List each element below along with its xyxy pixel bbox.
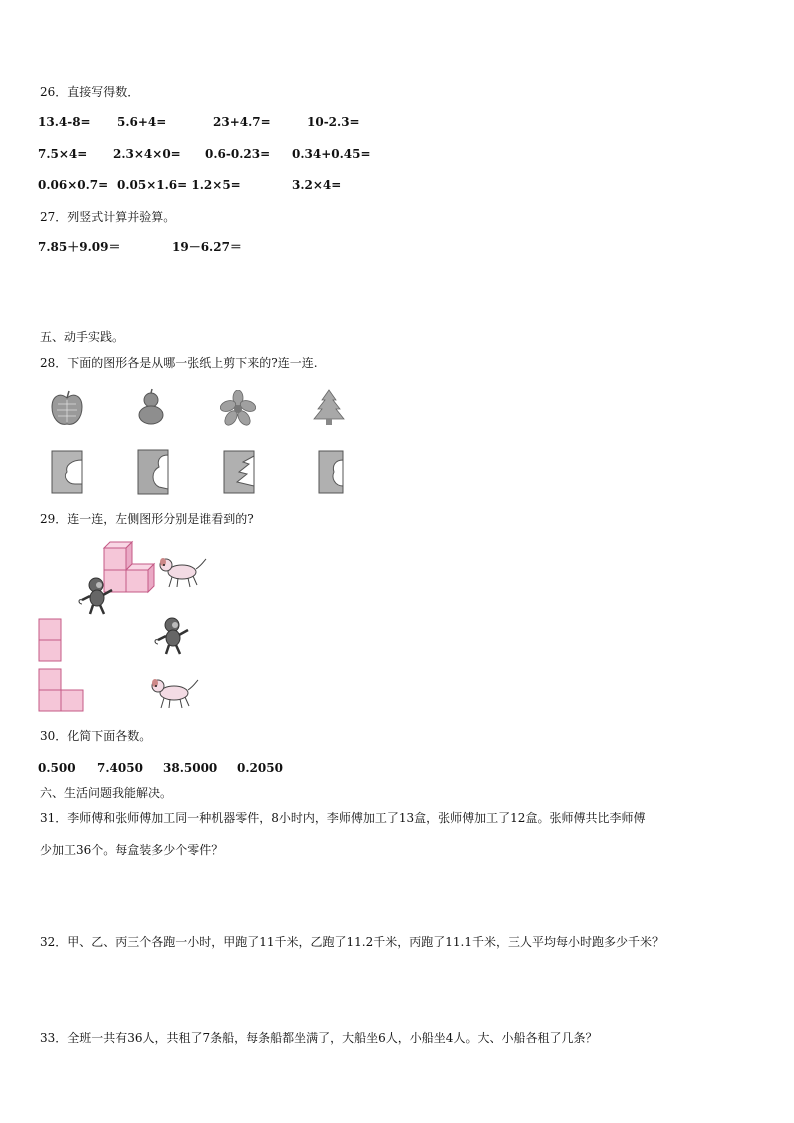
- q27-title: 27．列竖式计算并验算。: [40, 210, 176, 224]
- gourd-shape-icon: [136, 388, 166, 426]
- q31-line1: 31．李师傅和张师傅加工同一种机器零件，8小时内，李师傅加工了13盒，张师傅加工了12盒。张师傅共比李师傅: [40, 811, 646, 825]
- q28-title: 28．下面的图形各是从哪一张纸上剪下来的?连一连.: [40, 356, 318, 370]
- q30-number-4: 0.2050: [237, 761, 283, 775]
- q30-number-3: 38.5000: [163, 761, 218, 775]
- q33-text: 33．全班一共有36人，共租了7条船，每条船都坐满了，大船坐6人，小船坐4人。大、小船各租了几条？: [40, 1031, 598, 1045]
- view-two-squares-icon: [38, 618, 62, 662]
- q26-r1-c3: 23+4.7=: [213, 115, 271, 129]
- q32-text: 32．甲、乙、丙三个各跑一小时，甲跑了11千米，乙跑了11.2千米，丙跑了11.1千米，三人平均每小时跑多少千米？: [40, 935, 664, 949]
- q31-line2: 少加工36个。每盒装多少个零件？: [40, 843, 224, 857]
- q27-item-1: 7.85＋9.09＝: [38, 240, 121, 254]
- dog-icon: [150, 676, 200, 710]
- view-l-shape-icon: [38, 668, 84, 712]
- q26-r1-c4: 10-2.3=: [307, 115, 360, 129]
- q26-title: 26．直接写得数．: [40, 85, 140, 99]
- q30-number-1: 0.500: [38, 761, 76, 775]
- q30-number-2: 7.4050: [97, 761, 143, 775]
- dog-icon: [158, 555, 208, 589]
- q26-r1-c1: 13.4-8=: [38, 115, 91, 129]
- flower-shape-icon: [220, 390, 256, 426]
- paper-apple-cutout-icon: [318, 450, 344, 494]
- q27-item-2: 19－6.27＝: [172, 240, 242, 254]
- q26-r3-c2: 0.05×1.6= 1.2×5=: [117, 178, 241, 192]
- paper-gourd-cutout-icon: [137, 449, 169, 495]
- q29-title: 29．连一连，左侧图形分别是谁看到的?: [40, 512, 254, 526]
- paper-tree-cutout-icon: [223, 450, 255, 494]
- monkey-icon: [76, 576, 116, 616]
- paper-leaf-cutout-icon: [51, 450, 83, 494]
- section6-title: 六、生活问题我能解决。: [40, 786, 173, 800]
- q30-title: 30．化简下面各数。: [40, 729, 152, 743]
- q26-r3-c3: 3.2×4=: [292, 178, 342, 192]
- monkey-icon: [152, 616, 192, 656]
- q26-r2-c2: 2.3×4×0=: [113, 147, 181, 161]
- q26-r1-c2: 5.6+4=: [117, 115, 167, 129]
- q26-r2-c3: 0.6-0.23=: [205, 147, 271, 161]
- q26-r2-c1: 7.5×4=: [38, 147, 88, 161]
- q26-r3-c1: 0.06×0.7=: [38, 178, 109, 192]
- apple-shape-icon: [50, 390, 84, 428]
- tree-shape-icon: [312, 388, 346, 426]
- section5-title: 五、动手实践。: [40, 330, 125, 344]
- q26-r2-c4: 0.34+0.45=: [292, 147, 371, 161]
